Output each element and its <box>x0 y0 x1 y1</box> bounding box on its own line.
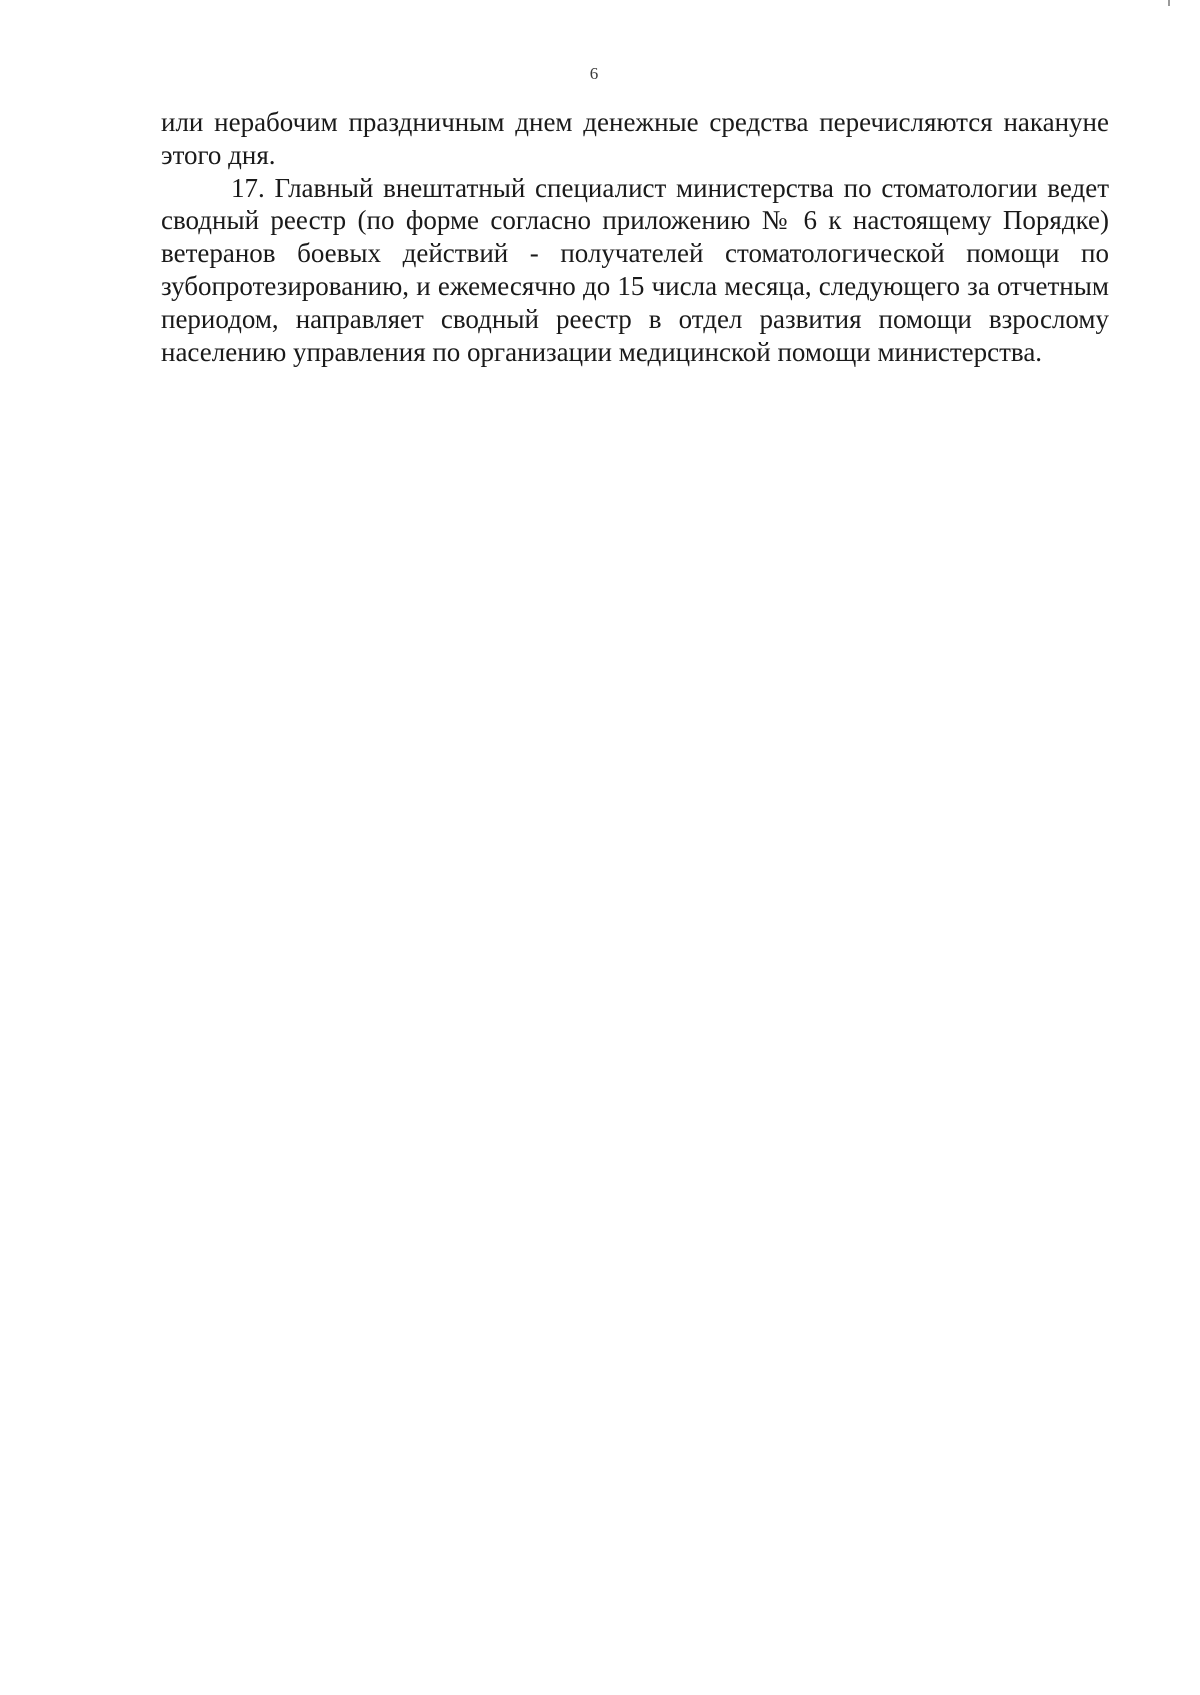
document-body <box>161 106 1109 368</box>
page-number: 6 <box>589 64 599 83</box>
paragraph-continuation: или нерабочим праздничным днем денежные средства перечисляются накануне этого дня. <box>161 107 1109 170</box>
paragraph-17: 17. Главный внештатный специалист министерства по стоматологии ведет сводный реестр (по форме согласно приложению № 6 к настоящему Порядке) ветеранов боевых действий - получателей стоматологической помощи по зубопротезированию, и ежемесячно до 15 числа месяца, следующего за отчетным периодом, направляет сводный реестр в отдел развития помощи взрослому населению управления по организации медицинской помощи министерства. <box>161 172 1109 367</box>
scan-edge-mark <box>1168 0 1170 6</box>
